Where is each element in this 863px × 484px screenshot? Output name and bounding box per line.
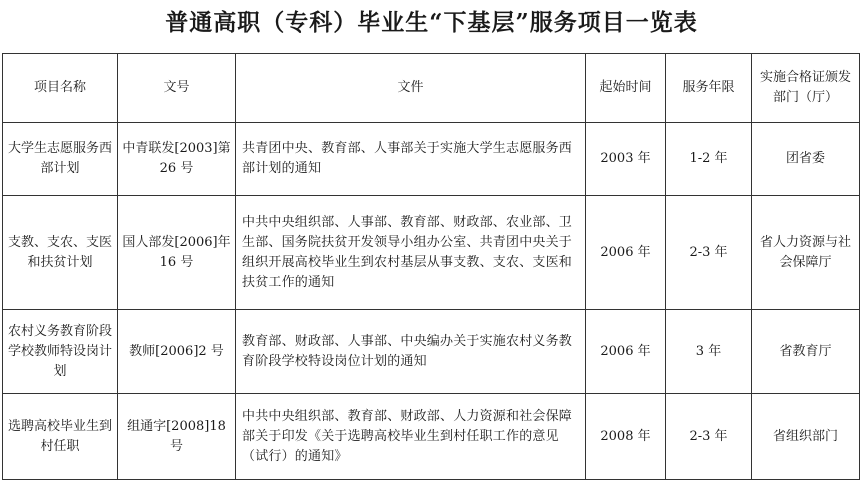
table-row — [3, 196, 860, 310]
header-service-years: 服务年限 — [666, 54, 752, 123]
table-row — [3, 394, 860, 480]
cell-start-time: 2003 年 — [586, 123, 666, 196]
cell-issuing-dept: 省组织部门 — [752, 394, 860, 480]
header-doc-number: 文号 — [118, 54, 236, 123]
cell-document: 共青团中央、教育部、人事部关于实施大学生志愿服务西部计划的通知 — [236, 123, 586, 196]
cell-project-name: 支教、支农、支医和扶贫计划 — [3, 196, 118, 310]
cell-issuing-dept: 省教育厅 — [752, 310, 860, 394]
page-title: 普通高职（专科）毕业生“下基层”服务项目一览表 — [165, 9, 698, 36]
cell-service-years: 1-2 年 — [666, 123, 752, 196]
cell-service-years: 3 年 — [666, 310, 752, 394]
cell-project-name: 农村义务教育阶段学校教师特设岗计划 — [3, 310, 118, 394]
cell-project-name: 选聘高校毕业生到村任职 — [3, 394, 118, 480]
cell-service-years: 2-3 年 — [666, 394, 752, 480]
header-project-name: 项目名称 — [3, 54, 118, 123]
table-row — [3, 310, 860, 394]
cell-start-time: 2006 年 — [586, 196, 666, 310]
cell-document: 中共中央组织部、人事部、教育部、财政部、农业部、卫生部、国务院扶贫开发领导小组办公室、共青团中央关于组织开展高校毕业生到农村基层从事支教、支农、支医和扶贫工作的通知 — [236, 196, 586, 310]
cell-document: 中共中央组织部、教育部、财政部、人力资源和社会保障部关于印发《关于选聘高校毕业生到村任职工作的意见（试行）的通知》 — [236, 394, 586, 480]
table-row — [3, 123, 860, 196]
cell-document: 教育部、财政部、人事部、中央编办关于实施农村义务教育阶段学校特设岗位计划的通知 — [236, 310, 586, 394]
cell-project-name: 大学生志愿服务西部计划 — [3, 123, 118, 196]
cell-start-time: 2006 年 — [586, 310, 666, 394]
header-issuing-dept: 实施合格证颁发部门（厅） — [752, 54, 860, 123]
cell-doc-number: 中青联发[2003]第 26 号 — [118, 123, 236, 196]
cell-service-years: 2-3 年 — [666, 196, 752, 310]
cell-issuing-dept: 团省委 — [752, 123, 860, 196]
header-document: 文件 — [236, 54, 586, 123]
cell-doc-number: 组通字[2008]18 号 — [118, 394, 236, 480]
program-table — [2, 53, 860, 480]
cell-start-time: 2008 年 — [586, 394, 666, 480]
table-header-row — [3, 54, 860, 123]
cell-doc-number: 教师[2006]2 号 — [118, 310, 236, 394]
header-start-time: 起始时间 — [586, 54, 666, 123]
cell-issuing-dept: 省人力资源与社会保障厅 — [752, 196, 860, 310]
cell-doc-number: 国人部发[2006]年 16 号 — [118, 196, 236, 310]
